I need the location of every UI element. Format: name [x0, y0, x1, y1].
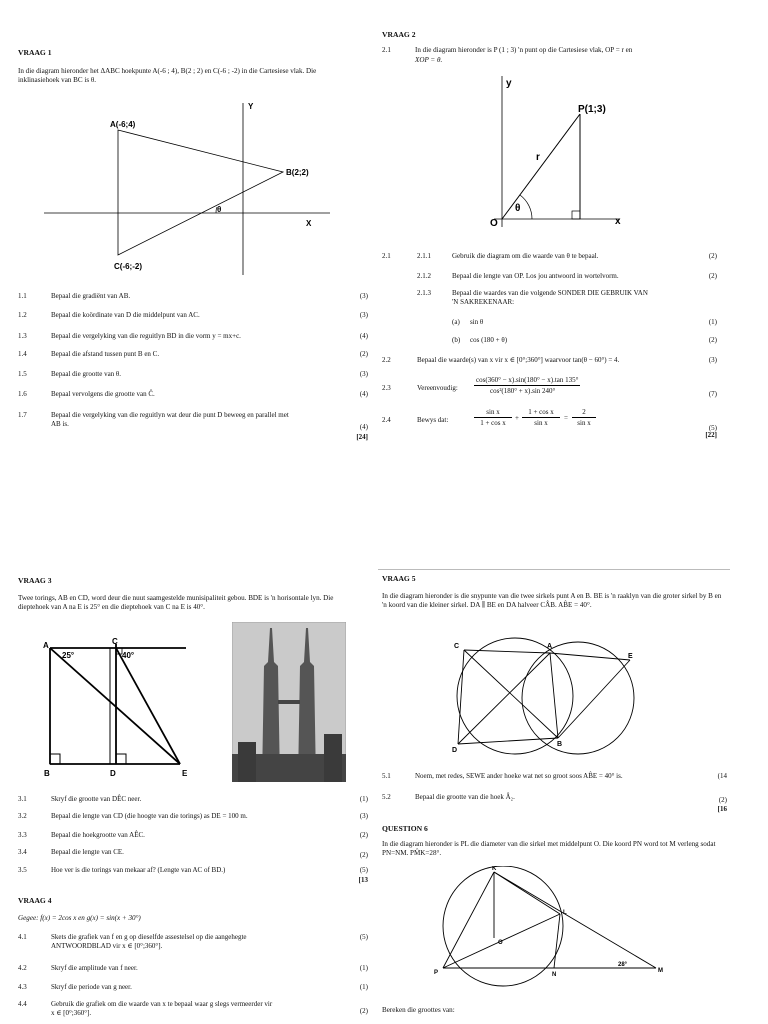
label-l: L [563, 910, 567, 916]
question-1-3: 1.3 Bepaal die vergelyking van die reguitlyn BD in die vorm y = mx+c. (4) [18, 332, 368, 340]
angle-28: 28° [618, 962, 628, 968]
line-ab [550, 653, 558, 738]
line-ae [50, 648, 180, 764]
question-3-3: 3.3 Bepaal die hoekgrootte van AÊC. (2) [18, 831, 368, 839]
question-3-1: 3.1 Skryf die grootte van DÊC neer. (1) [18, 795, 368, 803]
question-2-3: 2.3 Vereenvoudig: cos(360° − x).sin(180° − x).tan 135° cos²(180° + x).sin 240° (7) [382, 376, 717, 398]
line-cb [464, 650, 558, 738]
line-ad [458, 653, 550, 744]
question-2-1-1: 2.1 2.1.1 Gebruik die diagram om die waarde van θ te bepaal. (2) [382, 252, 717, 260]
label-b: B [44, 769, 50, 778]
question-3-5: 3.5 Hoe ver is die torings van mekaar af? (Lengte van AC of BD.) (5) [18, 866, 368, 874]
question-3-4: 3.4 Bepaal die lengte van CE. (2) [18, 848, 368, 859]
label-c: C(-6;-2) [114, 262, 142, 271]
question-1-7: 1.7 Bepaal die vergelyking van die reguitlyn wat deur die punt D beweeg en parallel met AB is. (4) [18, 411, 368, 431]
vraag1-intro: In die diagram hieronder het ΔABC hoekpunte A(-6 ; 4), B(2 ; 2) en C(-6 ; -2) in die Cartesiese vlak. Die inklinasiehoek van BC is θ. [18, 67, 317, 84]
question-1-6: 1.6 Bepaal vervolgens die grootte van Ĉ. (4) [18, 390, 368, 398]
question-3-2: 3.2 Bepaal die lengte van CD (die hoogte van die torings) as DE = 100 m. (3) [18, 812, 368, 820]
label-o: O [490, 218, 498, 229]
vraag3-title: VRAAG 3 [18, 576, 52, 585]
triangle-abc [118, 130, 283, 255]
line-be [558, 660, 630, 738]
line-cd [458, 650, 464, 744]
question-4-1: 4.1 Skets die grafiek van f en g op dieselfde assestelsel op die aangehegte ANTWOORDBLAD vir x ∈ [0°;360°]. (5) [18, 933, 368, 950]
vraag4-title: VRAAG 4 [18, 896, 52, 905]
label-k: K [492, 866, 497, 872]
question6-intro: In die diagram hieronder is PL die diameter van die sirkel met middelpunt O. Die koord PN word tot M verleng sodat PN=NM. PM̂K=28°. [382, 840, 716, 857]
vraag1-diagram [30, 95, 350, 275]
label-a: A [43, 641, 49, 650]
label-d: D [452, 747, 458, 754]
line-db [458, 738, 558, 744]
label-x: x [615, 216, 621, 227]
label-b: B [557, 741, 563, 748]
question6-title: QUESTION 6 [382, 824, 428, 833]
theta-arc [520, 195, 532, 219]
question-2-2: 2.2 Bepaal die waarde(s) van x vir x ∈ [0°;360°] waarvoor tan(θ − 60°) = 4. (3) [382, 356, 717, 364]
question-4-2: 4.2 Skryf die amplitude van f neer. (1) [18, 964, 368, 972]
question-4-4: 4.4 Gebruik die grafiek om die waarde van x te bepaal waar g slegs vermeerder vir x ∈ [0°;360°]. (2) [18, 1000, 368, 1017]
vraag5-diagram [430, 636, 660, 761]
vraag1-title: VRAAG 1 [18, 48, 52, 57]
section-divider [378, 569, 730, 570]
label-c: C [112, 637, 118, 646]
question-4-3: 4.3 Skryf die periode van g neer. (1) [18, 983, 368, 991]
label-m: M [658, 968, 663, 974]
label-a: A(-6;4) [110, 120, 136, 129]
part-b: (b) cos (180 + θ) (2) [452, 336, 717, 344]
label-c: C [454, 643, 460, 650]
label-theta: θ [217, 205, 222, 214]
label-d: D [110, 769, 116, 778]
label-p: P(1;3) [578, 104, 606, 115]
question-1-2: 1.2 Bepaal die koördinate van D die middelpunt van AC. (3) [18, 311, 368, 319]
question-2-4: 2.4 Bewys dat: sin x 1 + cos x + 1 + cos x sin x = 2 sin x (5) [382, 408, 717, 432]
op-line [502, 114, 580, 219]
question-5-2: 5.2 Bepaal die grootte van die hoek Â₂. (2) [382, 793, 727, 804]
line-ce [116, 648, 180, 764]
label-b: B(2;2) [286, 168, 309, 177]
vraag5-intro: In die diagram hieronder is die snypunte van die twee sirkels punt A en B. BE is 'n raaklyn van die groter sirkel by B en 'n koord van die kleiner sirkel. DA ∥ BE en DA halveer CÂB. AB̂E = 40°. [382, 592, 722, 609]
right-angle-d [116, 754, 126, 764]
vraag5-title: VRAAG 5 [382, 574, 416, 583]
label-e: E [182, 769, 188, 778]
label-x: X [306, 219, 312, 228]
vraag3-diagram [38, 636, 223, 781]
question-1-4: 1.4 Bepaal die afstand tussen punt B en C. (2) [18, 350, 368, 358]
line-kp [443, 872, 494, 968]
question-5-1: 5.1 Noem, met redes, SEWE ander hoeke wat net so groot soos AB̂E = 40° is. (14 [382, 772, 727, 780]
part-a: (a) sin θ (1) [452, 318, 717, 326]
question-1-5: 1.5 Bepaal die grootte van θ. (3) [18, 370, 368, 378]
label-a: A [547, 643, 553, 650]
label-r: r [536, 152, 540, 163]
question-1-1: 1.1 Bepaal die gradiënt van AB. (3) [18, 292, 368, 300]
vraag1-total: [24] [356, 433, 368, 441]
label-theta: θ [515, 203, 521, 214]
label-o: O [498, 940, 503, 946]
vraag2-diagram [480, 72, 640, 232]
vraag4-given: Gegee: f(x) = 2cos x en g(x) = sin(x + 30°) [18, 914, 141, 922]
label-y: Y [248, 102, 254, 111]
angle-40: 40° [122, 651, 135, 660]
label-y: y [506, 78, 512, 89]
vraag3-total: [13 [358, 876, 368, 884]
vraag5-total: [16 [717, 805, 727, 813]
line-ae [550, 653, 630, 660]
line-km [494, 872, 656, 968]
line-ln [554, 914, 560, 968]
vraag2-total: [22] [705, 431, 717, 439]
question-2-1-3: 2.1.3 Bepaal die waardes van die volgende SONDER DIE GEBRUIK VAN 'N SAKREKENAAR: [417, 289, 648, 306]
label-p: P [434, 970, 439, 976]
vraag2-title: VRAAG 2 [382, 30, 416, 39]
right-angle-b [50, 754, 60, 764]
label-n: N [552, 972, 557, 978]
question-2-1-2: 2.1.2 Bepaal die lengte van OP. Los jou antwoord in wortelvorm. (2) [417, 272, 717, 280]
question6-diagram [428, 866, 668, 991]
towers-photo [232, 622, 346, 782]
label-e: E [628, 653, 633, 660]
large-circle [457, 638, 573, 754]
right-angle-mark [572, 211, 580, 219]
question6-footer: Bereken die groottes van: [382, 1006, 455, 1014]
vraag3-intro: Twee torings, AB en CD, word deur die nuut saamgestelde munisipaliteit gebou. BDE is 'n horisontale lyn. Die dieptehoek van A na E is 25° en die dieptehoek van C na E is 40°. [18, 594, 334, 611]
angle-25: 25° [62, 651, 75, 660]
